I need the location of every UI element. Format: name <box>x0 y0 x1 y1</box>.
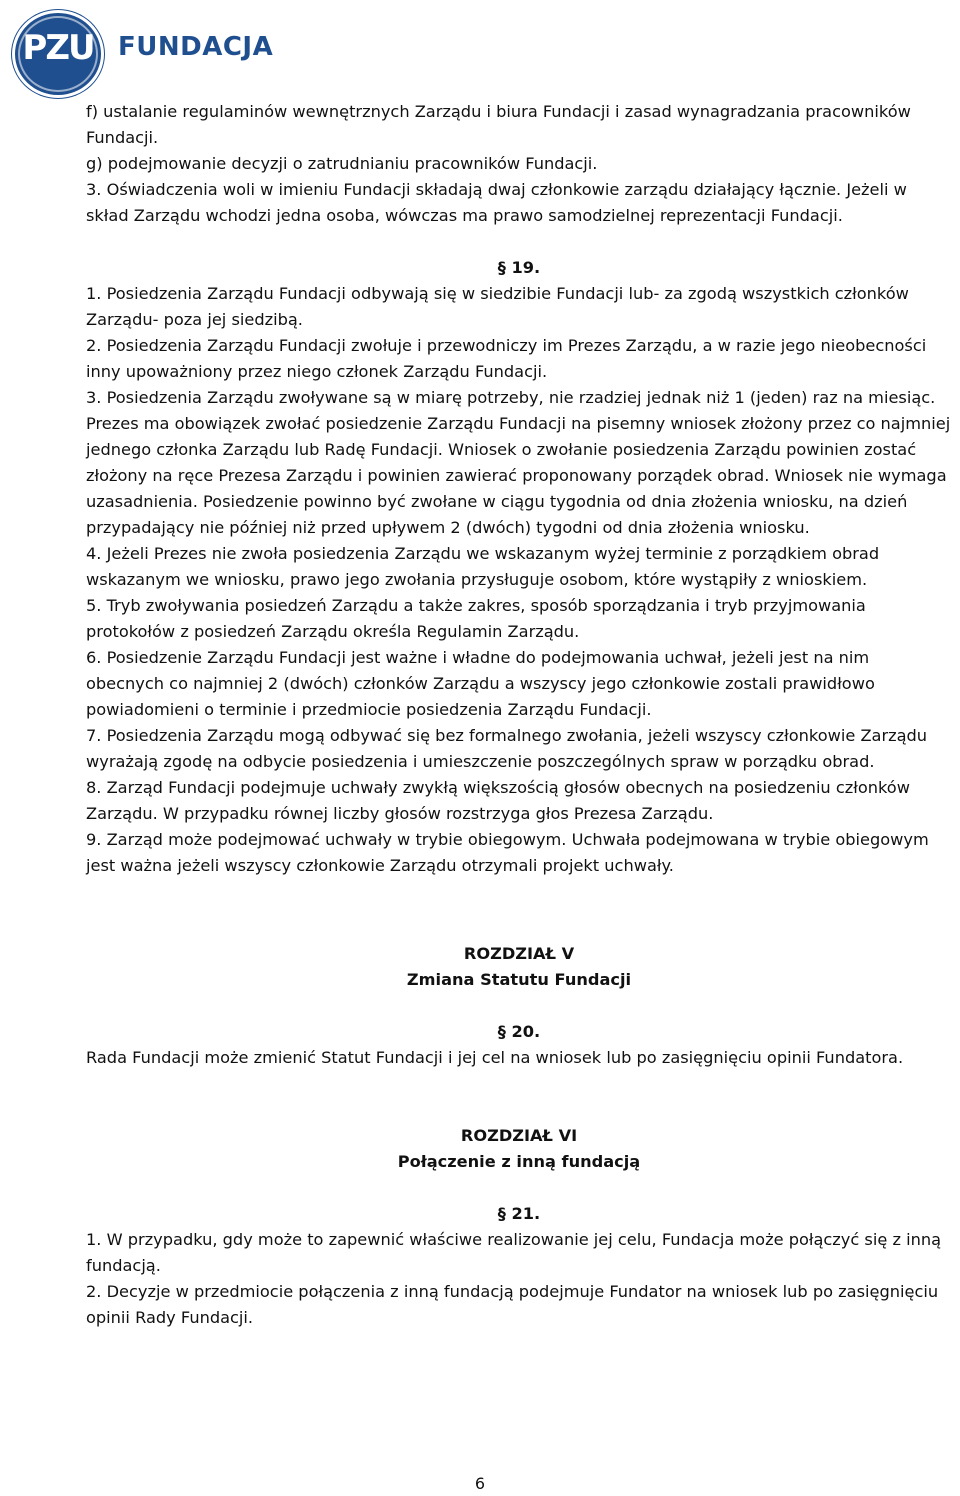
chapter-6-title: ROZDZIAŁ VI <box>460 1126 578 1145</box>
spacer <box>86 1071 952 1123</box>
paragraph-f: f) ustalanie regulaminów wewnętrznych Zarządu i biura Fundacji i zasad wynagradzania pracowników Fundacji. <box>86 102 911 147</box>
section-21-sign: § 21. <box>497 1204 541 1223</box>
logo-wordmark: FUNDACJA <box>118 32 274 62</box>
section-19-item-3: 3. Posiedzenia Zarządu zwoływane są w miarę potrzeby, nie rzadziej jednak niż 1 (jeden) raz na miesiąc. Prezes ma obowiązek zwołać posiedzenie Zarządu Fundacji na pisemny wniosek złożony przez co najmniej jednego członka Zarządu lub Radę Fundacji. Wniosek o zwołanie posiedzenia Zarządu powinien zostać złożony na ręce Prezesa Zarządu i powinien zawierać proponowany porządek obrad. Wniosek nie wymaga uzasadnienia. Posiedzenie powinno być zwołane w ciągu tygodnia od dnia złożenia wniosku, na dzień przypadający nie później niż przed upływem 2 (dwóch) tygodni od dnia złożenia wniosku. <box>86 388 951 537</box>
chapter-5-subtitle: Zmiana Statutu Fundacji <box>406 970 632 989</box>
paragraph-g: g) podejmowanie decyzji o zatrudnianiu pracowników Fundacji. <box>86 154 598 173</box>
section-21-item-1: 1. W przypadku, gdy może to zapewnić właściwe realizowanie jej celu, Fundacja może połączyć się z inną fundacją. <box>86 1230 942 1275</box>
pzu-logo-icon <box>12 10 104 98</box>
section-19-sign: § 19. <box>497 258 541 277</box>
section-20-text: Rada Fundacji może zmienić Statut Fundacji i jej cel na wniosek lub po zasięgnięciu opinii Fundatora. <box>86 1048 904 1067</box>
chapter-5-title: ROZDZIAŁ V <box>463 944 575 963</box>
page-number: 6 <box>474 1474 486 1493</box>
section-19-item-2: 2. Posiedzenia Zarządu Fundacji zwołuje i przewodniczy im Prezes Zarządu, a w razie jego nieobecności inny upoważniony przez niego członek Zarządu Fundacji. <box>86 336 927 381</box>
spacer <box>86 1175 952 1201</box>
section-19-item-8: 8. Zarząd Fundacji podejmuje uchwały zwykłą większością głosów obecnych na posiedzeniu członków Zarządu. W przypadku równej liczby głosów rozstrzyga głos Prezesa Zarządu. <box>86 778 910 823</box>
chapter-6-subtitle: Połączenie z inną fundacją <box>397 1152 641 1171</box>
section-19-item-1: 1. Posiedzenia Zarządu Fundacji odbywają się w siedzibie Fundacji lub- za zgodą wszystkich członków Zarządu- poza jej siedzibą. <box>86 284 909 329</box>
section-21-item-2: 2. Decyzje w przedmiocie połączenia z inną fundacją podejmuje Fundator na wniosek lub po zasięgnięciu opinii Rady Fundacji. <box>86 1282 939 1327</box>
section-19-item-4: 4. Jeżeli Prezes nie zwoła posiedzenia Zarządu we wskazanym wyżej terminie z porządkiem obrad wskazanym we wniosku, prawo jego zwołania przysługuje osobom, które wystąpiły z wnioskiem. <box>86 544 880 589</box>
section-20-sign: § 20. <box>497 1022 541 1041</box>
logo-letters: PZU <box>22 28 94 68</box>
document-body <box>86 99 952 1331</box>
section-19-item-9: 9. Zarząd może podejmować uchwały w trybie obiegowym. Uchwała podejmowana w trybie obiegowym jest ważna jeżeli wszyscy członkowie Zarządu otrzymali projekt uchwały. <box>86 830 929 875</box>
paragraph-3: 3. Oświadczenia woli w imieniu Fundacji składają dwaj członkowie zarządu działający łącznie. Jeżeli w skład Zarządu wchodzi jedna osoba, wówczas ma prawo samodzielnej reprezentacji Fundacji. <box>86 180 907 225</box>
section-19-item-7: 7. Posiedzenia Zarządu mogą odbywać się bez formalnego zwołania, jeżeli wszyscy członkowie Zarządu wyrażają zgodę na odbycie posiedzenia i umieszczenie poszczególnych spraw w porządku obrad. <box>86 726 928 771</box>
section-19-item-5: 5. Tryb zwoływania posiedzeń Zarządu a także zakres, sposób sporządzania i tryb przyjmowania protokołów z posiedzeń Zarządu określa Regulamin Zarządu. <box>86 596 866 641</box>
pzu-fundacja-logo <box>12 10 273 98</box>
section-19-item-6: 6. Posiedzenie Zarządu Fundacji jest ważne i władne do podejmowania uchwał, jeżeli jest na nim obecnych co najmniej 2 (dwóch) członków Zarządu a wszyscy jego członkowie zostali prawidłowo powiadomieni o terminie i przedmiocie posiedzenia Zarządu Fundacji. <box>86 648 875 719</box>
spacer <box>86 993 952 1019</box>
spacer <box>86 879 952 941</box>
spacer <box>86 229 952 255</box>
